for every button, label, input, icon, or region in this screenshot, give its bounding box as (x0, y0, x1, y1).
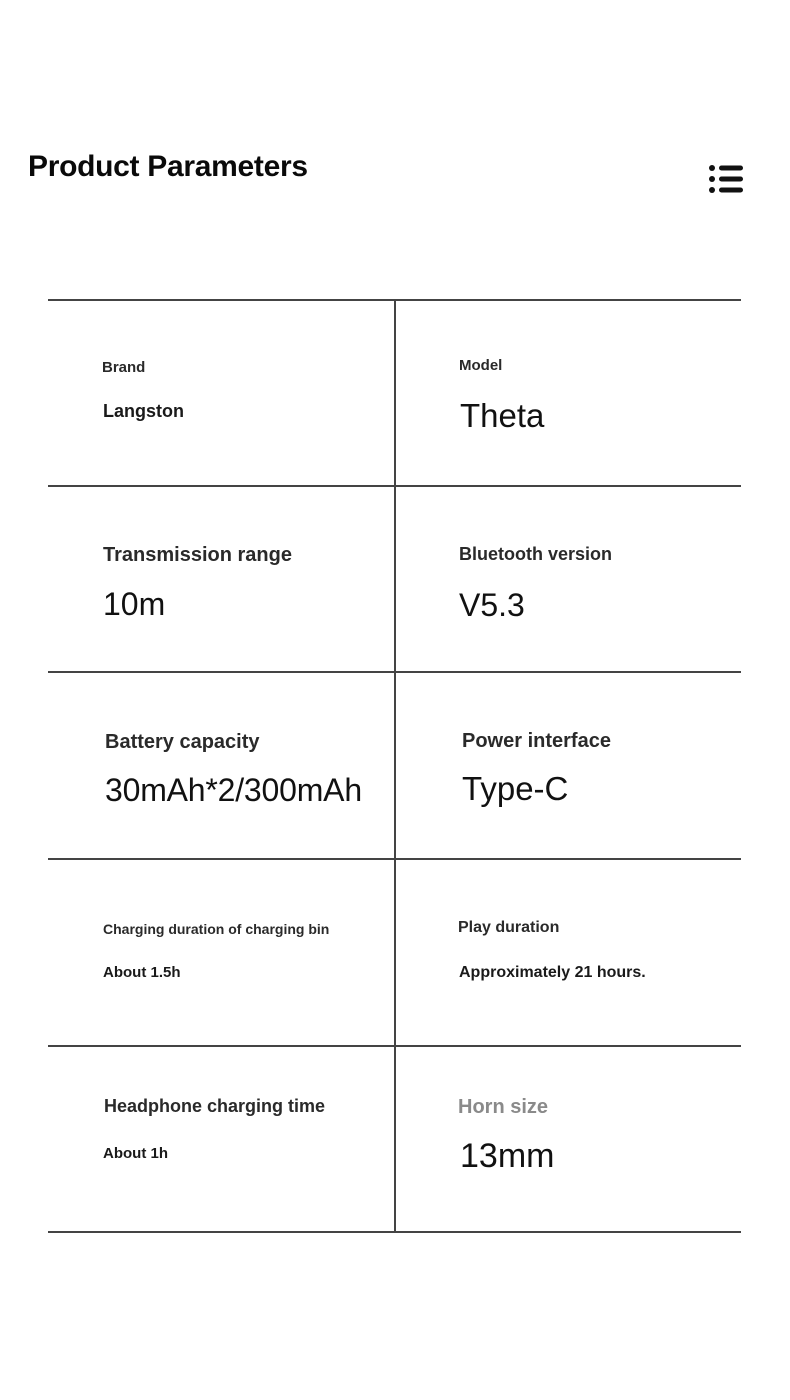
param-value-battery-capacity: 30mAh*2/300mAh (105, 772, 362, 808)
param-label-battery-capacity: Battery capacity (105, 731, 260, 753)
param-value-charging-bin-duration: About 1.5h (103, 964, 181, 981)
param-label-play-duration: Play duration (458, 919, 560, 936)
param-value-horn-size: 13mm (460, 1137, 555, 1175)
parameters-table (48, 299, 741, 1232)
param-value-headphone-charging-time: About 1h (103, 1145, 168, 1162)
list-menu-icon[interactable] (708, 164, 744, 194)
param-value-power-interface: Type-C (462, 770, 569, 807)
param-value-bluetooth-version: V5.3 (459, 587, 525, 623)
param-value-play-duration: Approximately 21 hours. (459, 964, 646, 981)
table-column-divider (394, 299, 396, 1232)
param-value-brand: Langston (103, 401, 184, 421)
param-label-transmission-range: Transmission range (103, 544, 292, 566)
page-title: Product Parameters (28, 150, 308, 183)
param-label-bluetooth-version: Bluetooth version (459, 544, 613, 564)
param-label-model: Model (459, 357, 503, 374)
param-label-headphone-charging-time: Headphone charging time (104, 1096, 326, 1116)
param-label-charging-bin-duration: Charging duration of charging bin (103, 921, 330, 937)
param-value-transmission-range: 10m (103, 586, 166, 622)
param-label-horn-size: Horn size (458, 1096, 549, 1118)
param-value-model: Theta (460, 397, 545, 434)
param-label-brand: Brand (102, 359, 146, 376)
param-label-power-interface: Power interface (462, 730, 611, 752)
